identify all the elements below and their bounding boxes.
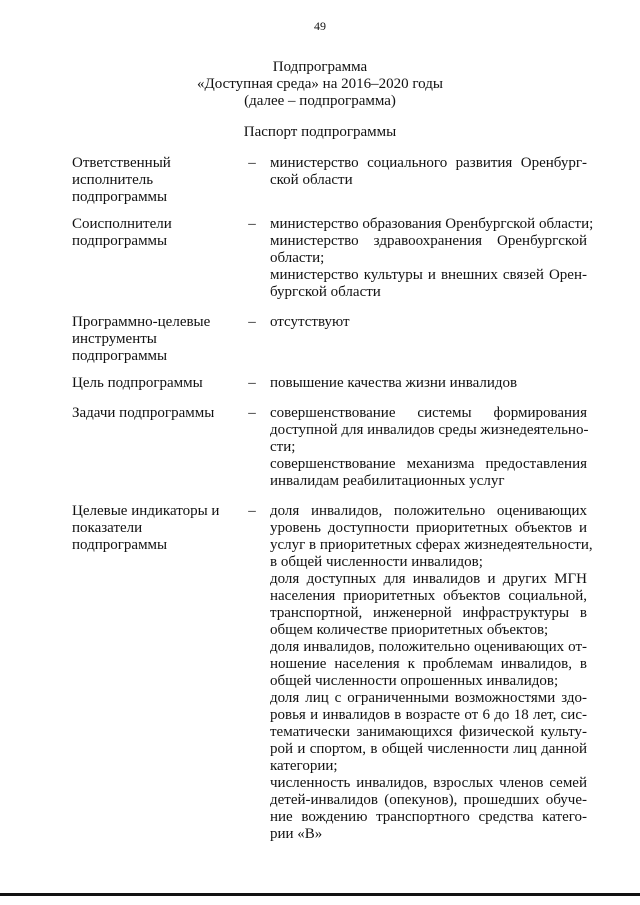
row-value-line: министерство здравоохранения Оренбургской (270, 233, 587, 249)
row-value-line: доля доступных для инвалидов и других МГН (270, 571, 587, 587)
row-dash: – (248, 405, 256, 421)
row-value-line: отсутствуют (270, 314, 350, 330)
row-label-line: Целевые индикаторы и (72, 503, 220, 519)
row-value-line: ровья и инвалидов в возрасте от 6 до 18 лет, сис- (270, 707, 587, 723)
row-label (72, 405, 232, 422)
row-value-line: совершенствование системы формирования (270, 405, 587, 421)
row-label-line: Ответственный (72, 155, 171, 171)
row-value-line: транспортной, инженерной инфраструктуры в (270, 605, 587, 621)
row-label-line: исполнитель (72, 172, 154, 188)
row-value-line: инвалидам реабилитационных услуг (270, 473, 505, 489)
row-value-line: доля инвалидов, положительно оценивающих (270, 503, 587, 519)
row-label-line: инструменты (72, 331, 157, 347)
row-label-line: Задачи подпрограммы (72, 405, 215, 421)
row-value-line: в общей численности инвалидов; (270, 554, 483, 570)
row-dash: – (248, 503, 256, 519)
row-value-line: рии «В» (270, 826, 323, 842)
row-value-line: доля лиц с ограниченными возможностями здо- (270, 690, 587, 706)
row-label-line: подпрограммы (72, 189, 168, 205)
row-label (72, 216, 232, 250)
row-value (270, 155, 587, 189)
row-value-line: общей численности опрошенных инвалидов; (270, 673, 559, 689)
row-value-line: доля инвалидов, положительно оценивающих от- (270, 639, 587, 655)
row-value-line: области; (270, 250, 325, 266)
row-value-line: повышение качества жизни инвалидов (270, 375, 518, 391)
row-value-line: сти; (270, 439, 296, 455)
title-line-1: Подпрограмма (272, 59, 368, 75)
row-label-line: Цель подпрограммы (72, 375, 203, 391)
row-value-line: министерство образования Оренбургской области; (270, 216, 594, 232)
row-label-line: Соисполнители (72, 216, 172, 232)
page-number: 49 (314, 19, 326, 33)
row-label-line: Программно-целевые (72, 314, 211, 330)
row-dash: – (248, 375, 256, 391)
row-label (72, 375, 232, 392)
title-line-3: (далее – подпрограмма) (244, 93, 396, 109)
row-value (270, 216, 594, 301)
row-value-line: численность инвалидов, взрослых членов семей (270, 775, 587, 791)
row-value-line: ношение населения к проблемам инвалидов, в (270, 656, 587, 672)
title-line-2: «Доступная среда» на 2016–2020 годы (197, 76, 443, 92)
row-value-line: категории; (270, 758, 338, 774)
row-value-line: совершенствование механизма предоставления (270, 456, 587, 472)
row-value-line: общем количестве приоритетных объектов; (270, 622, 549, 638)
row-dash: – (248, 314, 256, 330)
row-value (270, 375, 587, 392)
row-label (72, 314, 232, 365)
row-label-line: показатели (72, 520, 143, 536)
row-label-line: подпрограммы (72, 348, 168, 364)
row-value-line: доступной для инвалидов среды жизнедеятельно- (270, 422, 589, 438)
row-value-line: населения приоритетных объектов социальной, (270, 588, 587, 604)
row-label-line: подпрограммы (72, 233, 168, 249)
row-value-line: министерство культуры и внешних связей Орен- (270, 267, 587, 283)
row-label (72, 155, 232, 206)
row-value-line: ние вождению транспортного средства катего- (270, 809, 587, 825)
row-value-line: тематически занимающихся физической культу- (270, 724, 587, 740)
row-dash: – (248, 216, 256, 232)
row-value-line: рой и спортом, в общей численности лиц данной (270, 741, 587, 757)
row-value-line: услуг в приоритетных сферах жизнедеятельности, (270, 537, 593, 553)
row-value-line: министерство социального развития Оренбург- (270, 155, 587, 171)
row-value-line: ской области (270, 172, 353, 188)
row-value-line: уровень доступности приоритетных объектов и (270, 520, 587, 536)
passport-title: Паспорт подпрограммы (243, 124, 397, 140)
row-value (270, 503, 593, 843)
row-value (270, 314, 587, 331)
row-dash: – (248, 155, 256, 171)
row-label-line: подпрограммы (72, 537, 168, 553)
row-value-line: детей-инвалидов (опекунов), прошедших обуче- (270, 792, 587, 808)
bottom-rule (0, 893, 640, 896)
row-label (72, 503, 232, 554)
subprogram-title (0, 59, 640, 110)
row-value (270, 405, 587, 490)
row-value-line: бургской области (270, 284, 381, 300)
